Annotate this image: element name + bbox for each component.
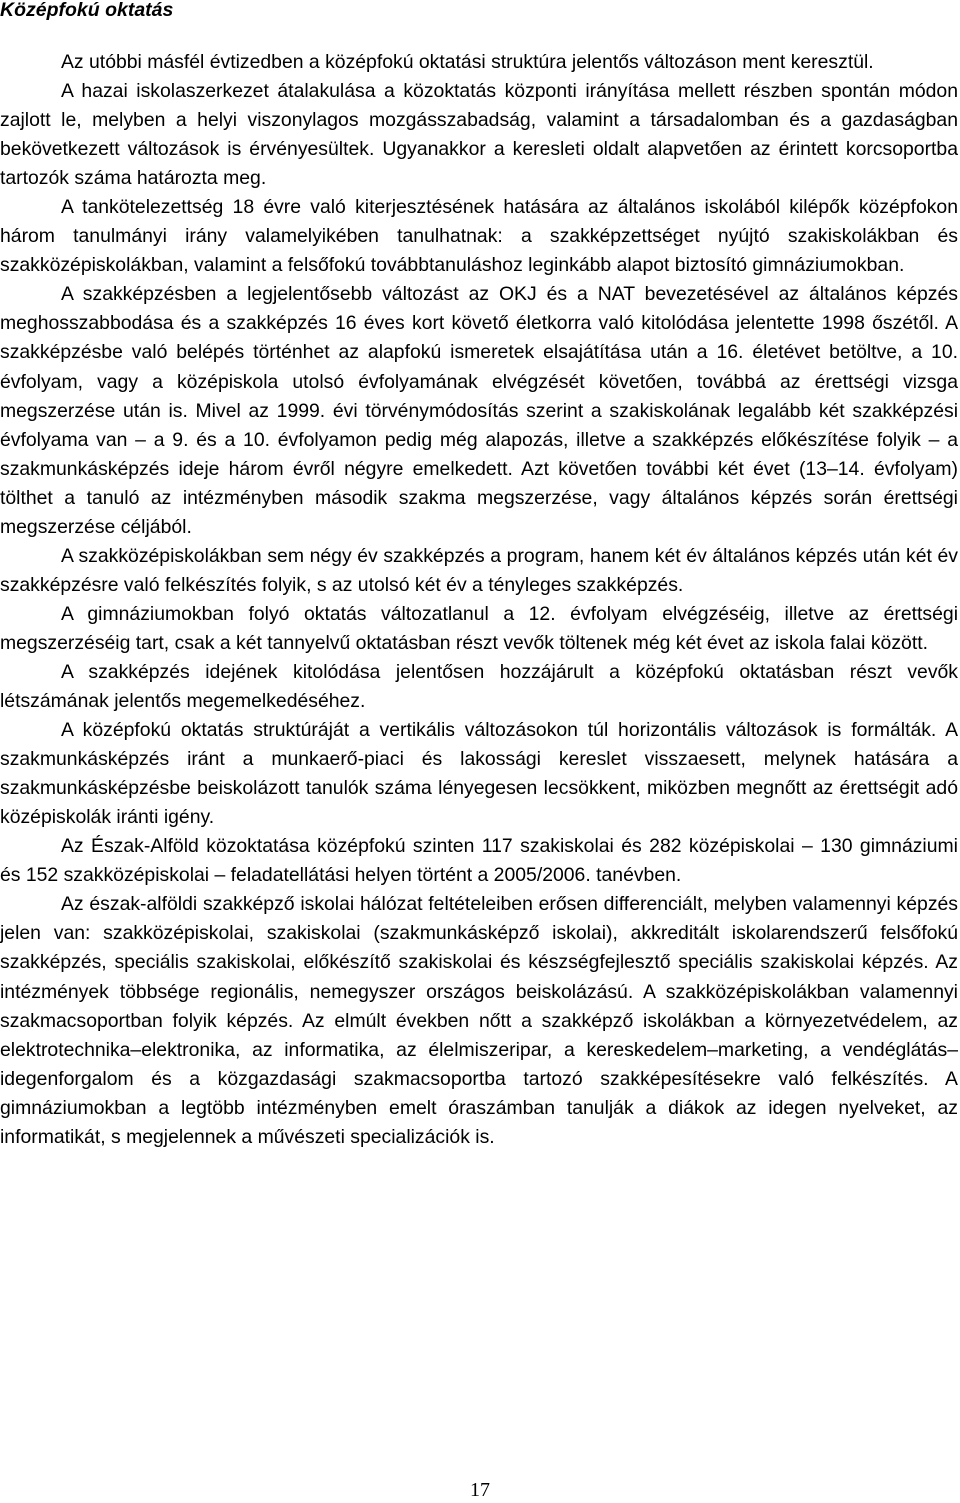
page-number: 17 xyxy=(470,1479,490,1501)
paragraph: A szakképzésben a legjelentősebb változást az OKJ és a NAT bevezetésével az általános képzés meghosszabbodása és a szakképzés 16 éves kort követő életkorra való kitolódása jelentette 1998 őszétől. A szakképzésbe való belépés történhet az alapfokú ismeretek elsajátítása után a 16. életévet betöltve, a 10. évfolyam, vagy a középiskola utolsó évfolyamának elvégzését követően, továbbá az érettségi vizsga megszerzése után is. Mivel az 1999. évi törvénymódosítás szerint a szakiskolának legalább két szakképzési évfolyama van – a 9. és a 10. évfolyamon pedig még alapozás, illetve a szakképzés előkészítése folyik – a szakmunkásképzés ideje három évről négyre emelkedett. Azt követően további két évet (13–14. évfolyam) tölthet a tanuló az intézményben második szakma megszerzése, vagy általános képzés során érettségi megszerzése céljából. xyxy=(0,283,958,538)
paragraph: Az észak-alföldi szakképző iskolai hálózat feltételeiben erősen differenciált, melyben valamennyi képzés jelen van: szakközépiskolai, szakiskolai (szakmunkásképző iskolai), akkreditált iskolarendszerű felsőfokú szakképzés, speciális szakiskolai, előkészítő szakiskolai és készségfejlesztő speciális szakiskolai képzés. Az intézmények többsége regionális, nemegyszer országos beiskolázású. A szakközépiskolákban valamennyi szakmacsoportban folyik képzés. Az elmúlt években nőtt a szakképző iskolákban a környezetvédelem, az elektrotechnika–elektronika, az informatika, az élelmiszeripar, a kereskedelem–marketing, a vendéglátás–idegenforgalom és a közgazdasági szakmacsoportba tartozó szakképesítésekre való felkészítés. A gimnáziumokban a legtöbb intézményben emelt óraszámban tanulják a diákok az idegen nyelveket, az informatikát, s megjelennek a művészeti specializációk is. xyxy=(0,893,958,1148)
paragraph: Az Észak-Alföld közoktatása középfokú szinten 117 szakiskolai és 282 középiskolai – 130 gimnáziumi és 152 szakközépiskolai – feladatellátási helyen történt a 2005/2006. tanévben. xyxy=(0,835,958,887)
paragraph: A gimnáziumokban folyó oktatás változatlanul a 12. évfolyam elvégzéséig, illetve az érettségi megszerzéséig tart, csak a két tannyelvű oktatásban részt vevők töltenek még két évet az iskola falai között. xyxy=(0,602,958,654)
section-heading: Középfokú oktatás xyxy=(0,0,174,21)
paragraph: A hazai iskolaszerkezet átalakulása a közoktatás központi irányítása mellett részben spontán módon zajlott le, melyben a helyi viszonylagos mozgásszabadság, valamint a társadalomban és a gazdaságban bekövetkezett változások is érvényesültek. Ugyanakkor a keresleti oldalt alapvetően az érintett korcsoportba tartozók száma határozta meg. xyxy=(0,80,958,190)
body-text xyxy=(0,48,958,1152)
paragraph: A tankötelezettség 18 évre való kiterjesztésének hatására az általános iskolából kilépők középfokon három tanulmányi irány valamelyikében tanulhatnak: a szakképzettséget nyújtó szakiskolákban és szakközépiskolákban, valamint a felsőfokú továbbtanuláshoz leginkább alapot biztosító gimnáziumokban. xyxy=(0,196,958,277)
paragraph: A szakközépiskolákban sem négy év szakképzés a program, hanem két év általános képzés után két év szakképzésre való felkészítés folyik, s az utolsó két év a tényleges szakképzés. xyxy=(0,544,958,596)
paragraph: Az utóbbi másfél évtizedben a középfokú oktatási struktúra jelentős változáson ment keresztül. xyxy=(61,51,874,73)
paragraph: A szakképzés idejének kitolódása jelentősen hozzájárult a középfokú oktatásban részt vevők létszámának jelentős megemelkedéséhez. xyxy=(0,660,958,713)
paragraph: A középfokú oktatás struktúráját a vertikális változásokon túl horizontális változások is formálták. A szakmunkásképzés iránt a munkaerő-piaci és lakossági kereslet visszaesett, melynek hatására a szakmunkásképzésbe beiskolázott tanulók száma lényegesen lecsökkent, miközben megnőtt az érettségit adó középiskolák iránti igény. xyxy=(0,719,958,829)
